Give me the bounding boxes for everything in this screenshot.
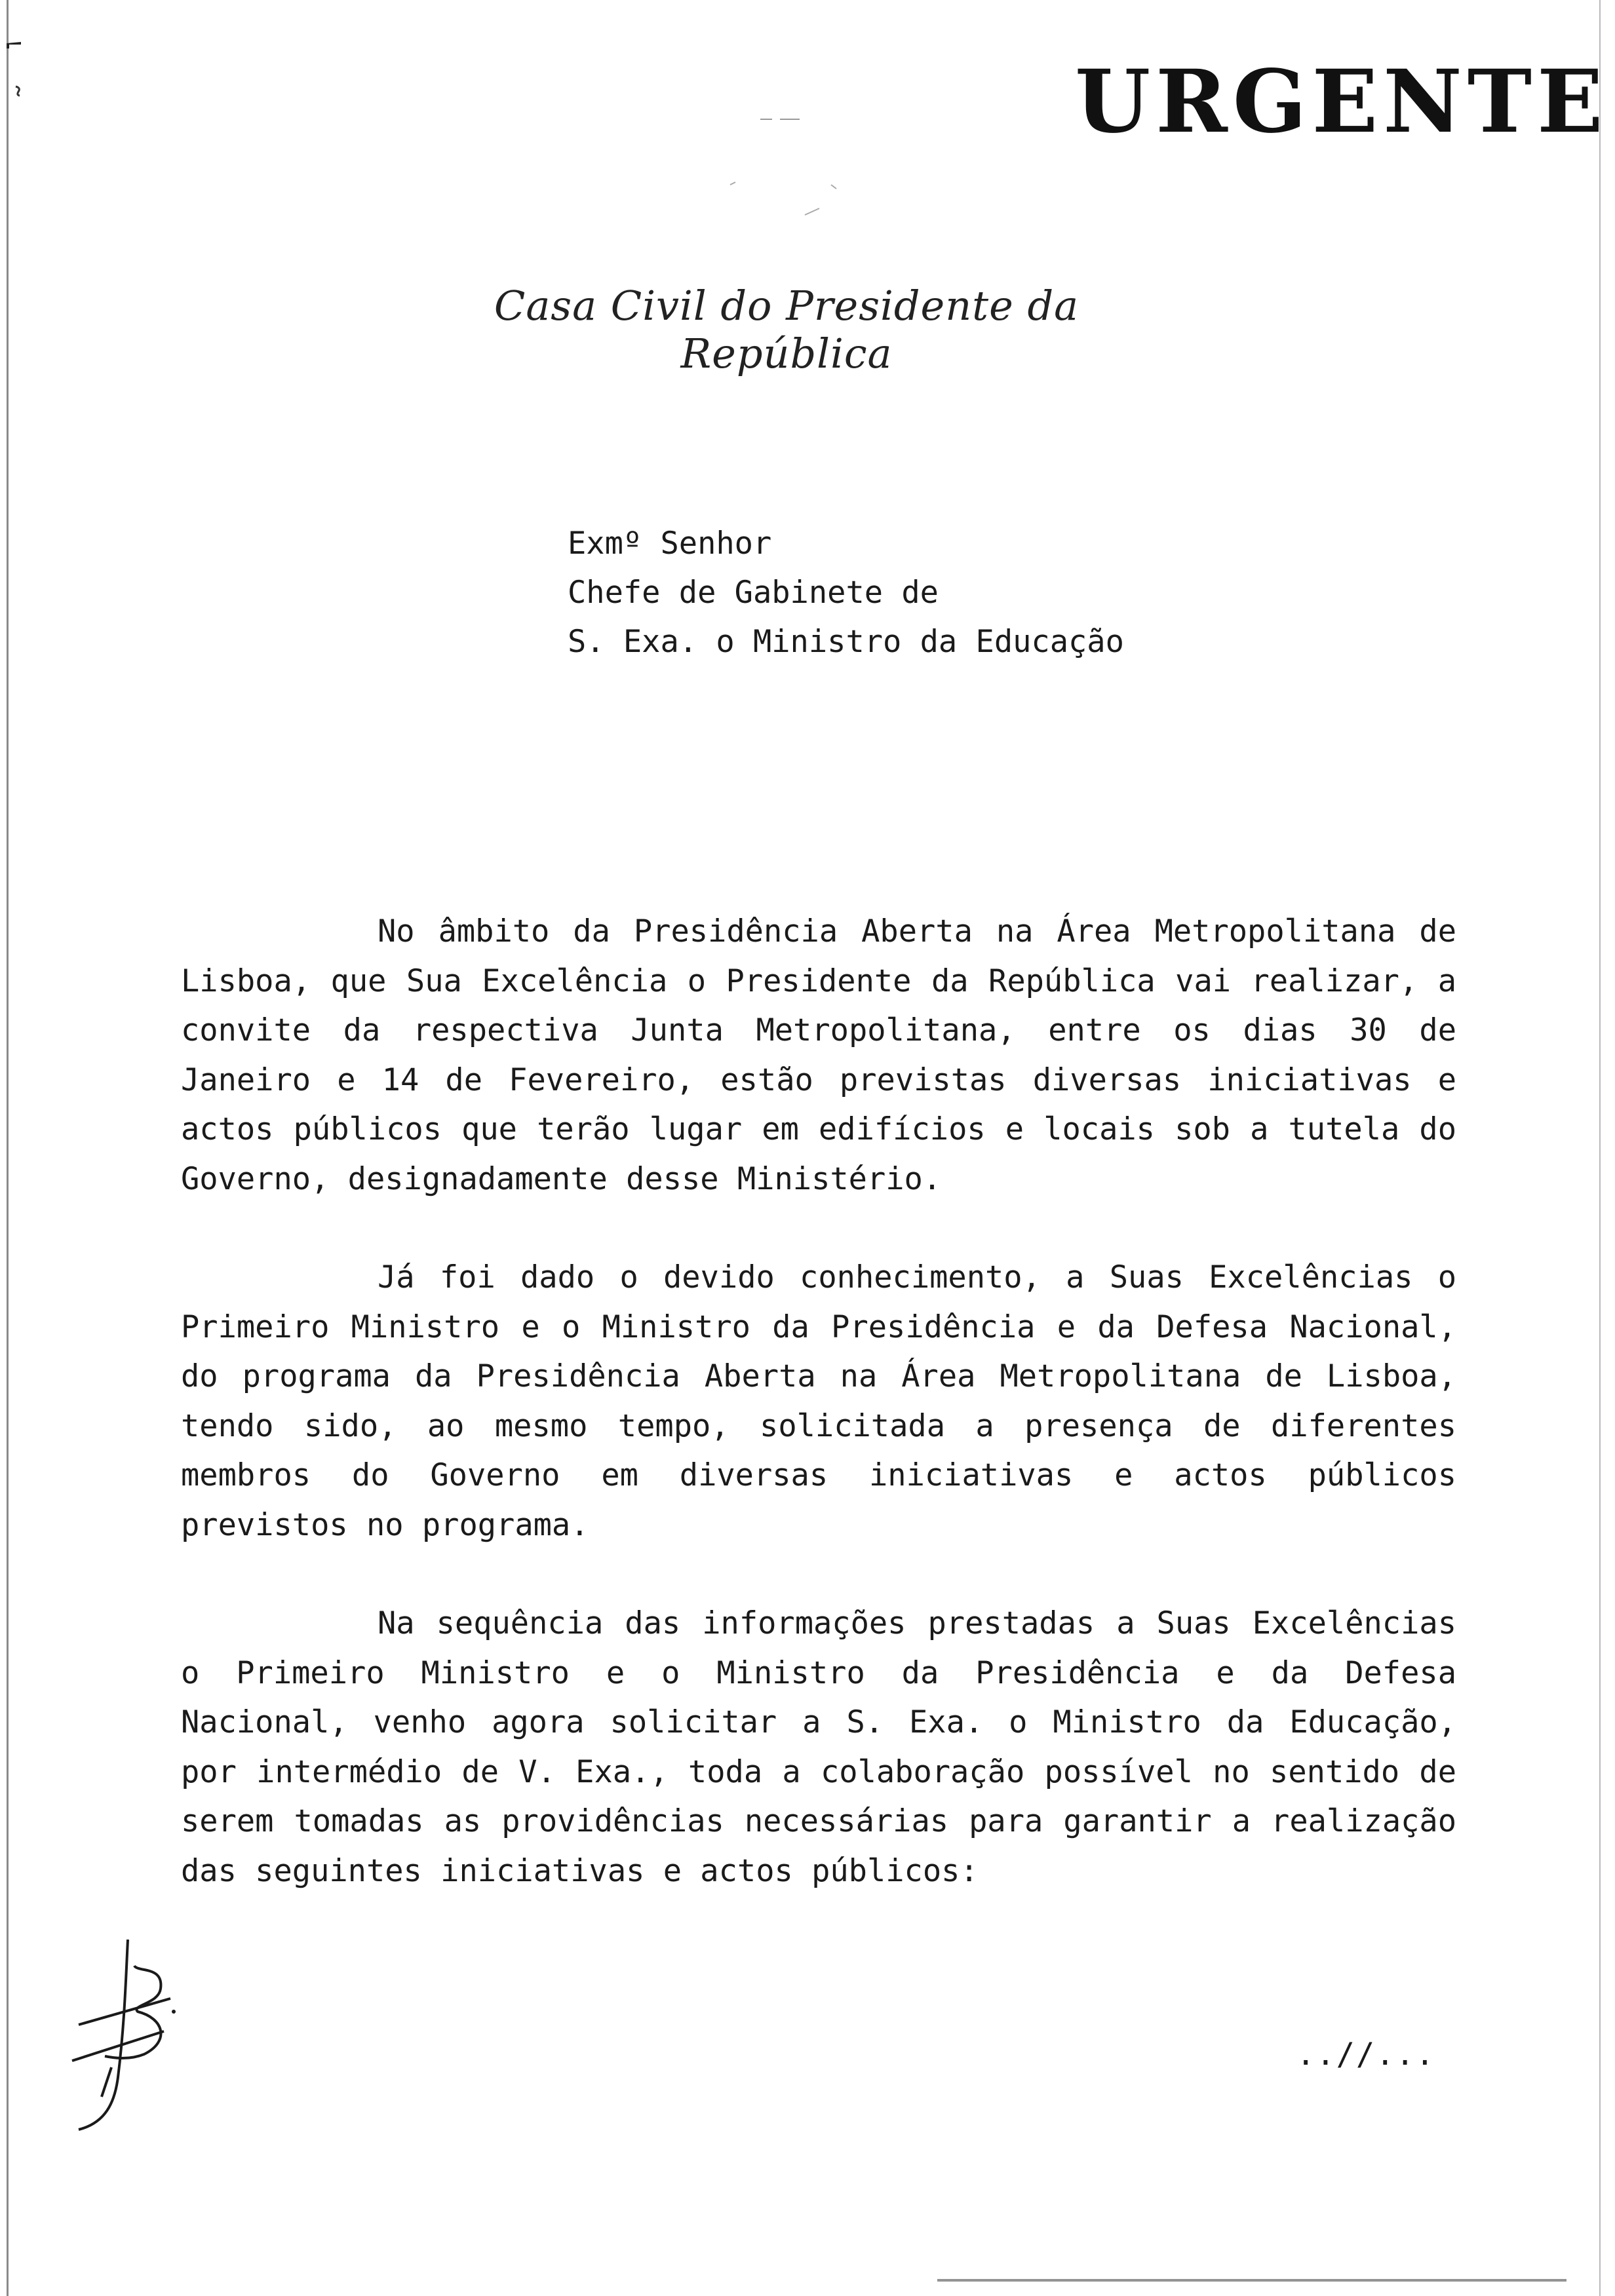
continuation-mark: ..//... [1296,2037,1436,2073]
handwritten-initials [66,1926,197,2136]
recipient-line: Chefe de Gabinete de [568,575,939,611]
body-paragraph: No âmbito da Presidência Aberta na Área Metropolitana de Lisboa, que Sua Excelência o Presidente da República vai realizar, a convite da respectiva Junta Metropolitana, entre os dias 30 de Janeiro e 14 de Fevereiro, estão previstas diversas iniciativas e actos públicos que terão lugar em edifícios e locais sob a tutela do Governo, designadamente desse Ministério. [181,913,1456,1197]
scan-bottom-edge [937,2279,1566,2282]
body-paragraph: Na sequência das informações prestadas a Suas Excelências o Primeiro Ministro e o Ministro da Presidência e da Defesa Nacional, venho agora solicitar a S. Exa. o Ministro da Educação, por intermédio de V. Exa., toda a colaboração possível no sentido de serem tomadas as providências necessárias para garantir a realização das seguintes iniciativas e actos públicos: [181,1605,1456,1889]
recipient-line: S. Exa. o Ministro da Educação [568,624,1124,660]
scan-mark [14,85,22,97]
scan-mark [5,41,22,50]
recipient-address [568,519,1124,666]
recipient-line: Exmº Senhor [568,526,772,562]
letterhead: Casa Civil do Presidente da República [494,282,1080,377]
scan-edge-right [1599,0,1601,2296]
body-paragraph: Já foi dado o devido conhecimento, a Suas Excelências o Primeiro Ministro e o Ministro da Presidência e da Defesa Nacional, do programa da Presidência Aberta na Área Metropolitana de Lisboa, tendo sido, ao mesmo tempo, solicitada a presença de diferentes membros do Governo em diversas iniciativas e actos públicos previstos no programa. [181,1259,1456,1543]
letter-body [181,907,1456,1945]
urgent-stamp: URGENTE [1075,51,1608,153]
scan-specks [721,98,852,229]
scan-edge-left [7,0,9,2296]
